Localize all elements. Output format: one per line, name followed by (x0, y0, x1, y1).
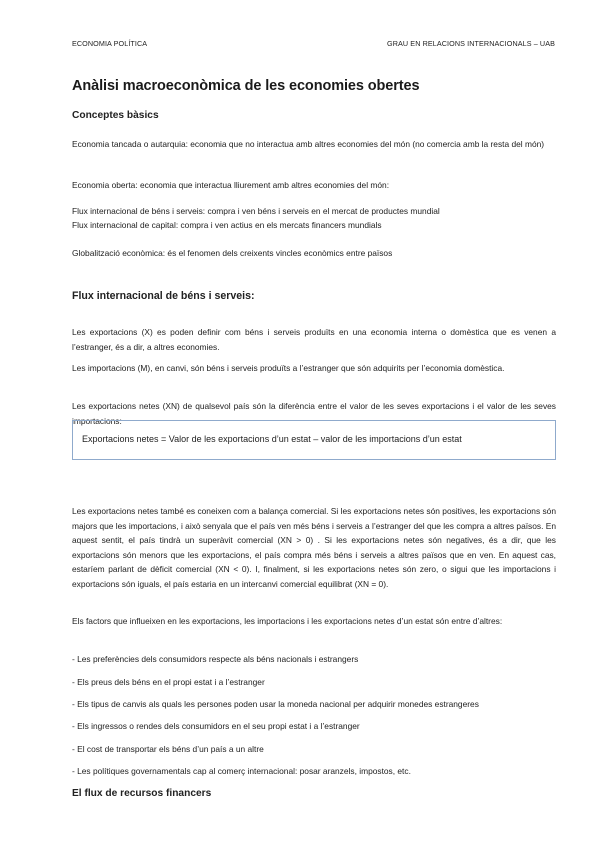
heading-financial-flows: El flux de recursos financers (72, 788, 212, 799)
paragraph-closed-economy: Economia tancada o autarquia: economia que no interactua amb altres economies del món (no comercia amb la resta del món) (72, 139, 545, 149)
page-title: Anàlisi macroeconòmica de les economies obertes (72, 78, 420, 94)
paragraph-imports: Les importacions (M), en canvi, són béns i serveis produïts a l’estranger que són adquirits per l’economia domèstica. (72, 363, 505, 373)
paragraph-goods-flow: Flux internacional de béns i serveis: compra i ven béns i serveis en el mercat de productes mundial (72, 206, 440, 216)
paragraph-open-economy: Economia oberta: economia que interactua lliurement amb altres economies del món: (72, 180, 390, 190)
list-item: - Els preus dels béns en el propi estat i a l’estranger (72, 677, 265, 687)
paragraph-capital-flow: Flux internacional de capital: compra i ven actius en els mercats financers mundials (72, 220, 382, 230)
paragraph-net-exports: Les exportacions netes (XN) de qualsevol país són la diferència entre el valor de les seves exportacions i el valor de les seves importacions: (72, 401, 556, 426)
list-item: - El cost de transportar els béns d’un país a un altre (72, 744, 264, 754)
paragraph-factors-intro: Els factors que influeixen en les exportacions, les importacions i les exportacions netes d’un estat són entre d’altres: (72, 616, 503, 626)
header-course: ECONOMIA POLÍTICA (72, 39, 148, 48)
heading-goods-services-flow: Flux internacional de béns i serveis: (72, 290, 255, 302)
list-item: - Les polítiques governamentals cap al comerç internacional: posar aranzels, impostos, etc. (72, 766, 411, 776)
list-item: - Els tipus de canvis als quals les persones poden usar la moneda nacional per adquirir monedes estrangeres (72, 699, 479, 709)
formula-text: Exportacions netes = Valor de les exportacions d’un estat – valor de les importacions d’un estat (82, 434, 462, 444)
paragraph-trade-balance: Les exportacions netes també es coneixen com a balança comercial. Si les exportacions netes són positives, les exportacions són majors que les importacions, i això senyala que el país ven més béns i serveis a l’estranger del que les compra a altres països. En aquest sentit, el país tindrà un superàvit comercial (XN > 0) . Si les exportacions netes són negatives, és a dir, que les exportacions són menors que les exportacions, el país compra més béns i serveis a altres països que en ven. En aquest cas, estaríem parlant de dèficit comercial (XN < 0). I, finalment, si les exportacions netes són zero, o sigui que les importacions i exportacions són iguals, el país estaria en un intercanvi comercial equilibrat (XN = 0). (72, 506, 556, 589)
header-degree: GRAU EN RELACIONS INTERNACIONALS – UAB (387, 39, 555, 48)
heading-basic-concepts: Conceptes bàsics (72, 110, 159, 121)
list-item: - Els ingressos o rendes dels consumidors en el seu propi estat i a l’estranger (72, 721, 360, 731)
formula-box (72, 420, 556, 460)
paragraph-globalization: Globalització econòmica: és el fenomen dels creixents vincles econòmics entre països (72, 248, 393, 258)
list-item: - Les preferències dels consumidors respecte als béns nacionals i estrangers (72, 654, 359, 664)
paragraph-exports: Les exportacions (X) es poden definir com béns i serveis produïts en una economia interna o domèstica que es venen a l’estranger, és a dir, a altres economies. (72, 327, 556, 352)
